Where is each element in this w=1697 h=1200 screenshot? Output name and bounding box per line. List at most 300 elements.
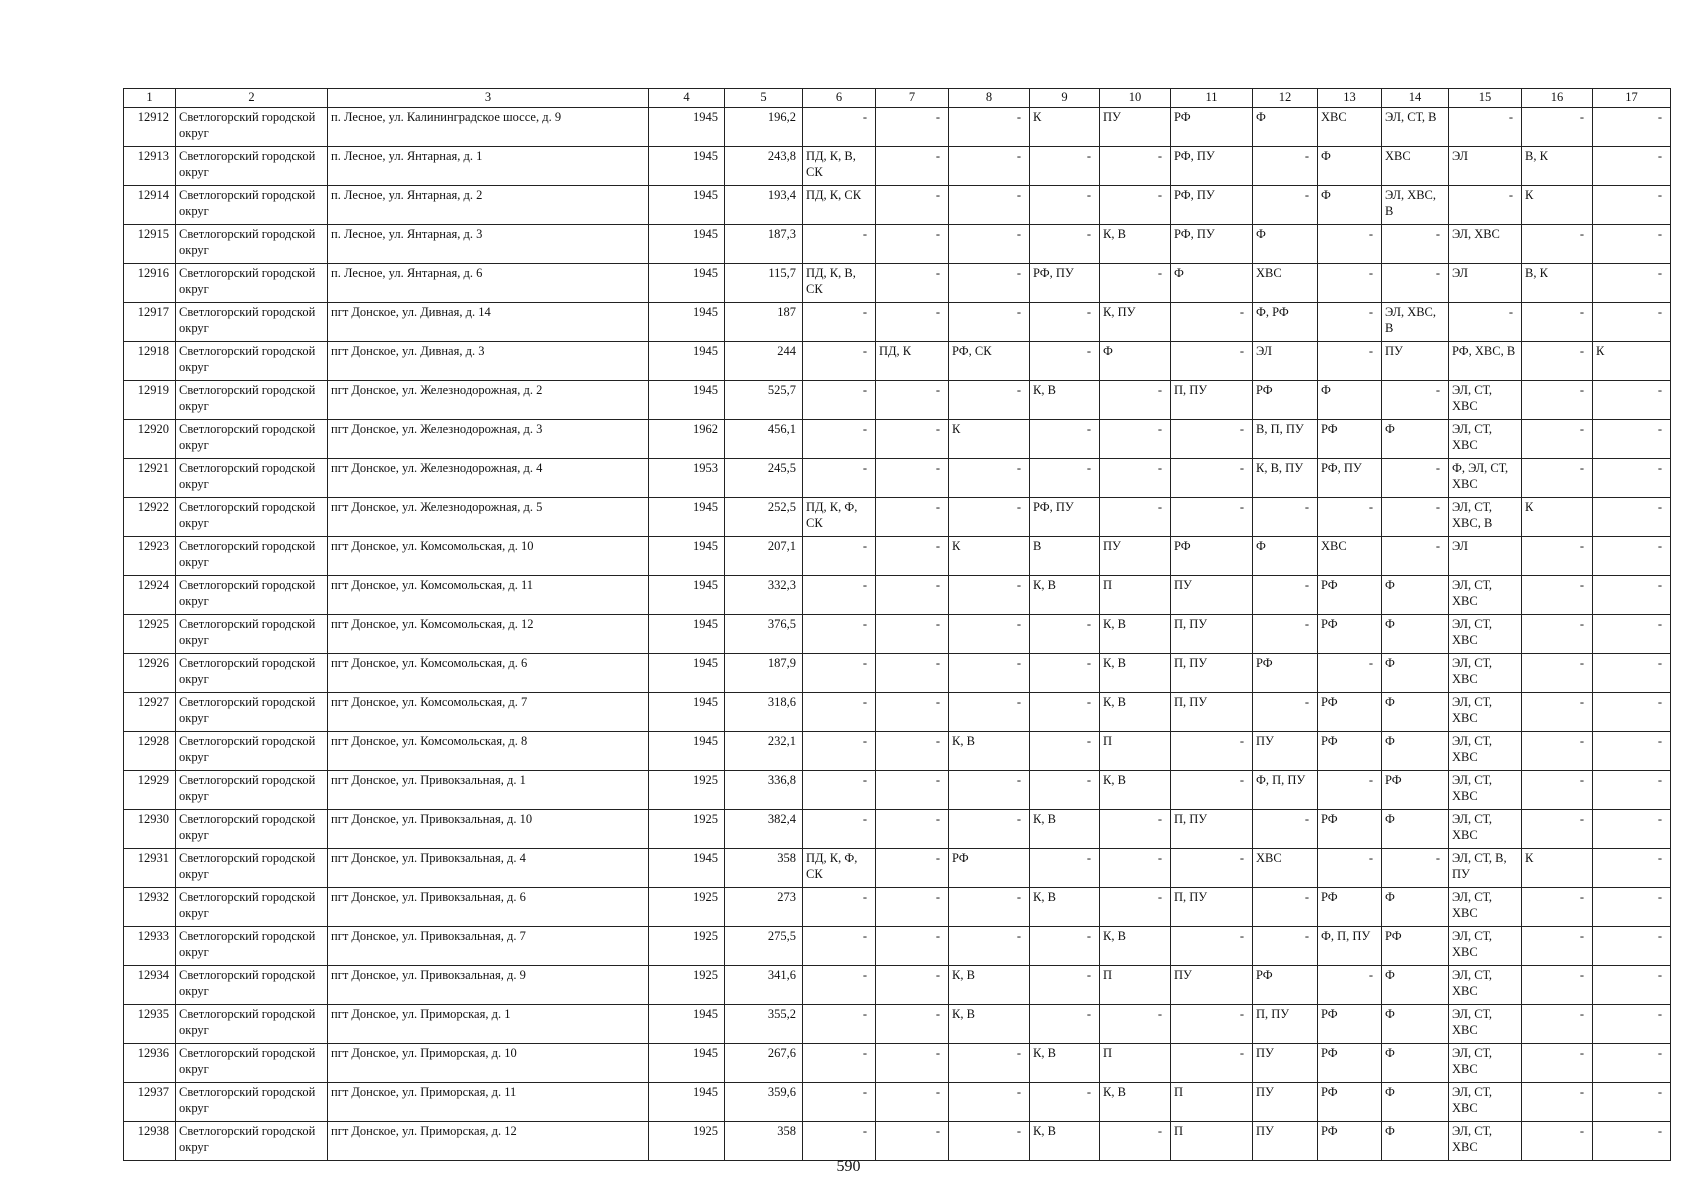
table-row bbox=[124, 108, 1671, 147]
cell-col-3: пгт Донское, ул. Железнодорожная, д. 3 bbox=[328, 420, 649, 459]
cell-col-8: К, В bbox=[949, 966, 1030, 1005]
cell-col-14: Ф bbox=[1382, 1083, 1449, 1122]
cell-col-13: Ф bbox=[1318, 186, 1382, 225]
cell-col-13: - bbox=[1318, 654, 1382, 693]
cell-col-7: - bbox=[876, 498, 949, 537]
cell-col-14: ЭЛ, СТ, В bbox=[1382, 108, 1449, 147]
cell-col-2: Светлогорский городской округ bbox=[176, 1083, 328, 1122]
cell-col-9: - bbox=[1030, 654, 1100, 693]
cell-col-9: К, В bbox=[1030, 576, 1100, 615]
cell-col-15: ЭЛ, СТ, ХВС bbox=[1449, 1044, 1522, 1083]
cell-col-5: 187,9 bbox=[725, 654, 803, 693]
cell-col-3: пгт Донское, ул. Привокзальная, д. 4 bbox=[328, 849, 649, 888]
cell-col-13: РФ bbox=[1318, 1122, 1382, 1161]
cell-col-5: 525,7 bbox=[725, 381, 803, 420]
cell-col-11: РФ, ПУ bbox=[1171, 186, 1253, 225]
cell-col-12: - bbox=[1253, 615, 1318, 654]
cell-col-8: - bbox=[949, 771, 1030, 810]
table-row bbox=[124, 420, 1671, 459]
cell-col-13: - bbox=[1318, 225, 1382, 264]
cell-col-15: ЭЛ, СТ, ХВС bbox=[1449, 966, 1522, 1005]
column-header-2: 2 bbox=[176, 89, 328, 108]
cell-col-17: - bbox=[1593, 381, 1671, 420]
cell-col-13: - bbox=[1318, 966, 1382, 1005]
cell-col-13: РФ bbox=[1318, 693, 1382, 732]
cell-col-12: ПУ bbox=[1253, 1083, 1318, 1122]
column-header-7: 7 bbox=[876, 89, 949, 108]
cell-col-6: - bbox=[803, 1005, 876, 1044]
cell-col-4: 1945 bbox=[649, 186, 725, 225]
cell-col-7: - bbox=[876, 147, 949, 186]
cell-col-9: К, В bbox=[1030, 1122, 1100, 1161]
cell-col-6: - bbox=[803, 1044, 876, 1083]
cell-col-2: Светлогорский городской округ bbox=[176, 342, 328, 381]
cell-col-2: Светлогорский городской округ bbox=[176, 1044, 328, 1083]
cell-col-7: - bbox=[876, 576, 949, 615]
cell-col-1: 12917 bbox=[124, 303, 176, 342]
cell-col-12: - bbox=[1253, 186, 1318, 225]
table-row bbox=[124, 225, 1671, 264]
cell-col-10: П bbox=[1100, 966, 1171, 1005]
cell-col-14: Ф bbox=[1382, 888, 1449, 927]
cell-col-13: - bbox=[1318, 849, 1382, 888]
table-row bbox=[124, 537, 1671, 576]
cell-col-15: ЭЛ, СТ, В, ПУ bbox=[1449, 849, 1522, 888]
cell-col-5: 355,2 bbox=[725, 1005, 803, 1044]
cell-col-15: ЭЛ, СТ, ХВС bbox=[1449, 810, 1522, 849]
cell-col-14: ПУ bbox=[1382, 342, 1449, 381]
cell-col-16: - bbox=[1522, 693, 1593, 732]
cell-col-5: 252,5 bbox=[725, 498, 803, 537]
cell-col-9: - bbox=[1030, 732, 1100, 771]
cell-col-4: 1945 bbox=[649, 381, 725, 420]
cell-col-2: Светлогорский городской округ bbox=[176, 420, 328, 459]
cell-col-8: К bbox=[949, 420, 1030, 459]
cell-col-10: - bbox=[1100, 264, 1171, 303]
cell-col-1: 12912 bbox=[124, 108, 176, 147]
cell-col-1: 12921 bbox=[124, 459, 176, 498]
cell-col-13: РФ bbox=[1318, 576, 1382, 615]
cell-col-14: ХВС bbox=[1382, 147, 1449, 186]
table-row bbox=[124, 615, 1671, 654]
cell-col-5: 358 bbox=[725, 849, 803, 888]
cell-col-5: 382,4 bbox=[725, 810, 803, 849]
cell-col-2: Светлогорский городской округ bbox=[176, 459, 328, 498]
cell-col-1: 12919 bbox=[124, 381, 176, 420]
cell-col-10: К, В bbox=[1100, 771, 1171, 810]
cell-col-17: - bbox=[1593, 888, 1671, 927]
cell-col-3: пгт Донское, ул. Комсомольская, д. 7 bbox=[328, 693, 649, 732]
cell-col-6: - bbox=[803, 459, 876, 498]
cell-col-9: РФ, ПУ bbox=[1030, 264, 1100, 303]
cell-col-12: Ф, П, ПУ bbox=[1253, 771, 1318, 810]
cell-col-6: - bbox=[803, 693, 876, 732]
cell-col-11: Ф bbox=[1171, 264, 1253, 303]
cell-col-16: - bbox=[1522, 810, 1593, 849]
table-row bbox=[124, 810, 1671, 849]
cell-col-1: 12934 bbox=[124, 966, 176, 1005]
cell-col-11: - bbox=[1171, 420, 1253, 459]
cell-col-2: Светлогорский городской округ bbox=[176, 927, 328, 966]
cell-col-10: ПУ bbox=[1100, 108, 1171, 147]
cell-col-16: - bbox=[1522, 1083, 1593, 1122]
cell-col-10: - bbox=[1100, 498, 1171, 537]
cell-col-2: Светлогорский городской округ bbox=[176, 1005, 328, 1044]
column-header-8: 8 bbox=[949, 89, 1030, 108]
cell-col-3: пгт Донское, ул. Привокзальная, д. 7 bbox=[328, 927, 649, 966]
cell-col-3: пгт Донское, ул. Железнодорожная, д. 5 bbox=[328, 498, 649, 537]
cell-col-11: ПУ bbox=[1171, 576, 1253, 615]
cell-col-13: ХВС bbox=[1318, 537, 1382, 576]
cell-col-3: п. Лесное, ул. Калининградское шоссе, д. 9 bbox=[328, 108, 649, 147]
cell-col-5: 318,6 bbox=[725, 693, 803, 732]
column-header-4: 4 bbox=[649, 89, 725, 108]
cell-col-8: К, В bbox=[949, 732, 1030, 771]
cell-col-2: Светлогорский городской округ bbox=[176, 225, 328, 264]
cell-col-3: пгт Донское, ул. Дивная, д. 3 bbox=[328, 342, 649, 381]
cell-col-17: - bbox=[1593, 732, 1671, 771]
cell-col-17: - bbox=[1593, 927, 1671, 966]
cell-col-5: 244 bbox=[725, 342, 803, 381]
cell-col-6: - bbox=[803, 1083, 876, 1122]
cell-col-12: - bbox=[1253, 498, 1318, 537]
cell-col-9: - bbox=[1030, 147, 1100, 186]
cell-col-1: 12918 bbox=[124, 342, 176, 381]
cell-col-2: Светлогорский городской округ bbox=[176, 1122, 328, 1161]
cell-col-9: К, В bbox=[1030, 810, 1100, 849]
cell-col-7: - bbox=[876, 537, 949, 576]
cell-col-11: ПУ bbox=[1171, 966, 1253, 1005]
cell-col-3: пгт Донское, ул. Дивная, д. 14 bbox=[328, 303, 649, 342]
cell-col-16: - bbox=[1522, 927, 1593, 966]
cell-col-10: - bbox=[1100, 147, 1171, 186]
cell-col-12: - bbox=[1253, 927, 1318, 966]
cell-col-17: - bbox=[1593, 459, 1671, 498]
cell-col-14: Ф bbox=[1382, 693, 1449, 732]
cell-col-1: 12937 bbox=[124, 1083, 176, 1122]
cell-col-10: - bbox=[1100, 849, 1171, 888]
cell-col-6: - bbox=[803, 225, 876, 264]
cell-col-11: - bbox=[1171, 498, 1253, 537]
cell-col-2: Светлогорский городской округ bbox=[176, 849, 328, 888]
cell-col-17: - bbox=[1593, 498, 1671, 537]
cell-col-7: - bbox=[876, 966, 949, 1005]
cell-col-8: - bbox=[949, 1122, 1030, 1161]
cell-col-17: - bbox=[1593, 615, 1671, 654]
cell-col-7: - bbox=[876, 849, 949, 888]
cell-col-14: - bbox=[1382, 459, 1449, 498]
cell-col-3: пгт Донское, ул. Привокзальная, д. 6 bbox=[328, 888, 649, 927]
cell-col-11: РФ, ПУ bbox=[1171, 225, 1253, 264]
cell-col-17: - bbox=[1593, 264, 1671, 303]
cell-col-7: - bbox=[876, 1083, 949, 1122]
cell-col-8: К, В bbox=[949, 1005, 1030, 1044]
cell-col-4: 1945 bbox=[649, 147, 725, 186]
cell-col-16: - bbox=[1522, 888, 1593, 927]
cell-col-12: П, ПУ bbox=[1253, 1005, 1318, 1044]
cell-col-7: - bbox=[876, 264, 949, 303]
cell-col-5: 359,6 bbox=[725, 1083, 803, 1122]
column-header-11: 11 bbox=[1171, 89, 1253, 108]
cell-col-17: - bbox=[1593, 225, 1671, 264]
cell-col-17: - bbox=[1593, 1083, 1671, 1122]
cell-col-6: - bbox=[803, 1122, 876, 1161]
cell-col-3: пгт Донское, ул. Привокзальная, д. 1 bbox=[328, 771, 649, 810]
cell-col-11: - bbox=[1171, 732, 1253, 771]
cell-col-11: - bbox=[1171, 849, 1253, 888]
cell-col-15: ЭЛ, СТ, ХВС bbox=[1449, 420, 1522, 459]
cell-col-16: - bbox=[1522, 381, 1593, 420]
cell-col-5: 193,4 bbox=[725, 186, 803, 225]
cell-col-4: 1953 bbox=[649, 459, 725, 498]
cell-col-14: Ф bbox=[1382, 615, 1449, 654]
cell-col-17: - bbox=[1593, 1122, 1671, 1161]
cell-col-16: - bbox=[1522, 342, 1593, 381]
cell-col-3: пгт Донское, ул. Комсомольская, д. 10 bbox=[328, 537, 649, 576]
cell-col-11: - bbox=[1171, 1005, 1253, 1044]
cell-col-14: - bbox=[1382, 264, 1449, 303]
cell-col-9: - bbox=[1030, 342, 1100, 381]
cell-col-1: 12922 bbox=[124, 498, 176, 537]
cell-col-13: РФ bbox=[1318, 1005, 1382, 1044]
cell-col-4: 1945 bbox=[649, 225, 725, 264]
cell-col-7: - bbox=[876, 654, 949, 693]
cell-col-10: Ф bbox=[1100, 342, 1171, 381]
cell-col-2: Светлогорский городской округ bbox=[176, 186, 328, 225]
cell-col-1: 12935 bbox=[124, 1005, 176, 1044]
cell-col-9: РФ, ПУ bbox=[1030, 498, 1100, 537]
cell-col-16: В, К bbox=[1522, 264, 1593, 303]
cell-col-4: 1945 bbox=[649, 654, 725, 693]
cell-col-8: - bbox=[949, 810, 1030, 849]
cell-col-4: 1945 bbox=[649, 615, 725, 654]
cell-col-15: ЭЛ, СТ, ХВС bbox=[1449, 771, 1522, 810]
cell-col-10: П bbox=[1100, 576, 1171, 615]
cell-col-17: - bbox=[1593, 108, 1671, 147]
cell-col-1: 12938 bbox=[124, 1122, 176, 1161]
cell-col-4: 1945 bbox=[649, 264, 725, 303]
cell-col-13: Ф bbox=[1318, 147, 1382, 186]
cell-col-7: - bbox=[876, 108, 949, 147]
cell-col-17: - bbox=[1593, 147, 1671, 186]
cell-col-15: ЭЛ, СТ, ХВС bbox=[1449, 1122, 1522, 1161]
column-header-9: 9 bbox=[1030, 89, 1100, 108]
cell-col-3: п. Лесное, ул. Янтарная, д. 3 bbox=[328, 225, 649, 264]
table-row bbox=[124, 1005, 1671, 1044]
cell-col-1: 12920 bbox=[124, 420, 176, 459]
cell-col-17: - bbox=[1593, 186, 1671, 225]
cell-col-12: РФ bbox=[1253, 966, 1318, 1005]
cell-col-2: Светлогорский городской округ bbox=[176, 732, 328, 771]
cell-col-4: 1945 bbox=[649, 108, 725, 147]
cell-col-5: 243,8 bbox=[725, 147, 803, 186]
cell-col-17: - bbox=[1593, 576, 1671, 615]
cell-col-15: ЭЛ, СТ, ХВС bbox=[1449, 732, 1522, 771]
cell-col-11: - bbox=[1171, 927, 1253, 966]
cell-col-17: - bbox=[1593, 303, 1671, 342]
cell-col-3: пгт Донское, ул. Железнодорожная, д. 2 bbox=[328, 381, 649, 420]
cell-col-9: - bbox=[1030, 927, 1100, 966]
cell-col-13: ХВС bbox=[1318, 108, 1382, 147]
cell-col-11: РФ bbox=[1171, 537, 1253, 576]
cell-col-4: 1945 bbox=[649, 1005, 725, 1044]
table-row bbox=[124, 498, 1671, 537]
column-header-13: 13 bbox=[1318, 89, 1382, 108]
cell-col-1: 12913 bbox=[124, 147, 176, 186]
cell-col-16: К bbox=[1522, 186, 1593, 225]
cell-col-12: - bbox=[1253, 147, 1318, 186]
cell-col-11: - bbox=[1171, 459, 1253, 498]
cell-col-11: П, ПУ bbox=[1171, 381, 1253, 420]
cell-col-12: ХВС bbox=[1253, 849, 1318, 888]
cell-col-2: Светлогорский городской округ bbox=[176, 693, 328, 732]
table-row bbox=[124, 459, 1671, 498]
cell-col-1: 12924 bbox=[124, 576, 176, 615]
cell-col-15: ЭЛ, СТ, ХВС bbox=[1449, 1083, 1522, 1122]
cell-col-2: Светлогорский городской округ bbox=[176, 966, 328, 1005]
cell-col-5: 115,7 bbox=[725, 264, 803, 303]
cell-col-5: 207,1 bbox=[725, 537, 803, 576]
cell-col-6: ПД, К, Ф, СК bbox=[803, 498, 876, 537]
table-row bbox=[124, 732, 1671, 771]
cell-col-10: - bbox=[1100, 420, 1171, 459]
table-row bbox=[124, 927, 1671, 966]
cell-col-16: - bbox=[1522, 225, 1593, 264]
cell-col-10: К, В bbox=[1100, 693, 1171, 732]
cell-col-15: ЭЛ, СТ, ХВС bbox=[1449, 1005, 1522, 1044]
cell-col-10: - bbox=[1100, 186, 1171, 225]
cell-col-3: п. Лесное, ул. Янтарная, д. 6 bbox=[328, 264, 649, 303]
cell-col-13: РФ bbox=[1318, 888, 1382, 927]
cell-col-2: Светлогорский городской округ bbox=[176, 810, 328, 849]
cell-col-4: 1945 bbox=[649, 342, 725, 381]
cell-col-9: - bbox=[1030, 420, 1100, 459]
cell-col-5: 332,3 bbox=[725, 576, 803, 615]
cell-col-14: РФ bbox=[1382, 927, 1449, 966]
cell-col-6: ПД, К, СК bbox=[803, 186, 876, 225]
table-row bbox=[124, 576, 1671, 615]
cell-col-6: ПД, К, В, СК bbox=[803, 147, 876, 186]
cell-col-11: П, ПУ bbox=[1171, 810, 1253, 849]
cell-col-8: - bbox=[949, 615, 1030, 654]
cell-col-12: Ф bbox=[1253, 108, 1318, 147]
cell-col-9: К, В bbox=[1030, 381, 1100, 420]
cell-col-1: 12927 bbox=[124, 693, 176, 732]
cell-col-13: Ф, П, ПУ bbox=[1318, 927, 1382, 966]
cell-col-13: Ф bbox=[1318, 381, 1382, 420]
table-row bbox=[124, 186, 1671, 225]
table-row bbox=[124, 303, 1671, 342]
cell-col-11: - bbox=[1171, 771, 1253, 810]
cell-col-2: Светлогорский городской округ bbox=[176, 147, 328, 186]
cell-col-8: - bbox=[949, 888, 1030, 927]
cell-col-11: РФ, ПУ bbox=[1171, 147, 1253, 186]
cell-col-15: ЭЛ, СТ, ХВС bbox=[1449, 381, 1522, 420]
cell-col-12: К, В, ПУ bbox=[1253, 459, 1318, 498]
cell-col-7: - bbox=[876, 459, 949, 498]
cell-col-3: пгт Донское, ул. Приморская, д. 1 bbox=[328, 1005, 649, 1044]
cell-col-5: 187 bbox=[725, 303, 803, 342]
cell-col-16: - bbox=[1522, 576, 1593, 615]
cell-col-11: П, ПУ bbox=[1171, 615, 1253, 654]
cell-col-16: - bbox=[1522, 654, 1593, 693]
cell-col-3: п. Лесное, ул. Янтарная, д. 2 bbox=[328, 186, 649, 225]
cell-col-8: - bbox=[949, 381, 1030, 420]
cell-col-6: - bbox=[803, 420, 876, 459]
cell-col-16: - bbox=[1522, 1122, 1593, 1161]
cell-col-1: 12932 bbox=[124, 888, 176, 927]
cell-col-7: - bbox=[876, 1044, 949, 1083]
cell-col-17: - bbox=[1593, 654, 1671, 693]
cell-col-15: РФ, ХВС, В bbox=[1449, 342, 1522, 381]
table-row bbox=[124, 771, 1671, 810]
cell-col-16: - bbox=[1522, 771, 1593, 810]
cell-col-17: - bbox=[1593, 537, 1671, 576]
cell-col-15: ЭЛ, СТ, ХВС, В bbox=[1449, 498, 1522, 537]
column-header-16: 16 bbox=[1522, 89, 1593, 108]
cell-col-5: 232,1 bbox=[725, 732, 803, 771]
cell-col-8: - bbox=[949, 264, 1030, 303]
table-body bbox=[124, 108, 1671, 1161]
cell-col-10: К, В bbox=[1100, 927, 1171, 966]
cell-col-3: пгт Донское, ул. Комсомольская, д. 8 bbox=[328, 732, 649, 771]
cell-col-4: 1925 bbox=[649, 810, 725, 849]
column-header-6: 6 bbox=[803, 89, 876, 108]
table-row bbox=[124, 1122, 1671, 1161]
cell-col-14: Ф bbox=[1382, 966, 1449, 1005]
cell-col-9: К, В bbox=[1030, 888, 1100, 927]
cell-col-9: - bbox=[1030, 771, 1100, 810]
cell-col-2: Светлогорский городской округ bbox=[176, 264, 328, 303]
table-row bbox=[124, 849, 1671, 888]
register-table bbox=[123, 88, 1671, 1161]
column-header-17: 17 bbox=[1593, 89, 1671, 108]
cell-col-6: - bbox=[803, 303, 876, 342]
column-header-3: 3 bbox=[328, 89, 649, 108]
cell-col-15: ЭЛ bbox=[1449, 264, 1522, 303]
cell-col-6: ПД, К, Ф, СК bbox=[803, 849, 876, 888]
cell-col-9: - bbox=[1030, 303, 1100, 342]
table-row bbox=[124, 966, 1671, 1005]
cell-col-12: В, П, ПУ bbox=[1253, 420, 1318, 459]
cell-col-1: 12930 bbox=[124, 810, 176, 849]
cell-col-4: 1945 bbox=[649, 732, 725, 771]
table-row bbox=[124, 264, 1671, 303]
cell-col-6: - bbox=[803, 771, 876, 810]
cell-col-12: ПУ bbox=[1253, 1044, 1318, 1083]
column-header-5: 5 bbox=[725, 89, 803, 108]
cell-col-14: Ф bbox=[1382, 576, 1449, 615]
cell-col-6: - bbox=[803, 927, 876, 966]
cell-col-10: К, ПУ bbox=[1100, 303, 1171, 342]
cell-col-12: Ф bbox=[1253, 225, 1318, 264]
cell-col-4: 1945 bbox=[649, 303, 725, 342]
cell-col-11: - bbox=[1171, 342, 1253, 381]
table-row bbox=[124, 1044, 1671, 1083]
cell-col-15: ЭЛ, СТ, ХВС bbox=[1449, 927, 1522, 966]
cell-col-11: П bbox=[1171, 1083, 1253, 1122]
column-header-15: 15 bbox=[1449, 89, 1522, 108]
cell-col-14: Ф bbox=[1382, 654, 1449, 693]
cell-col-8: - bbox=[949, 693, 1030, 732]
cell-col-2: Светлогорский городской округ bbox=[176, 537, 328, 576]
cell-col-8: - bbox=[949, 459, 1030, 498]
cell-col-10: - bbox=[1100, 459, 1171, 498]
cell-col-7: - bbox=[876, 225, 949, 264]
cell-col-15: ЭЛ, СТ, ХВС bbox=[1449, 654, 1522, 693]
cell-col-6: - bbox=[803, 732, 876, 771]
cell-col-7: - bbox=[876, 381, 949, 420]
